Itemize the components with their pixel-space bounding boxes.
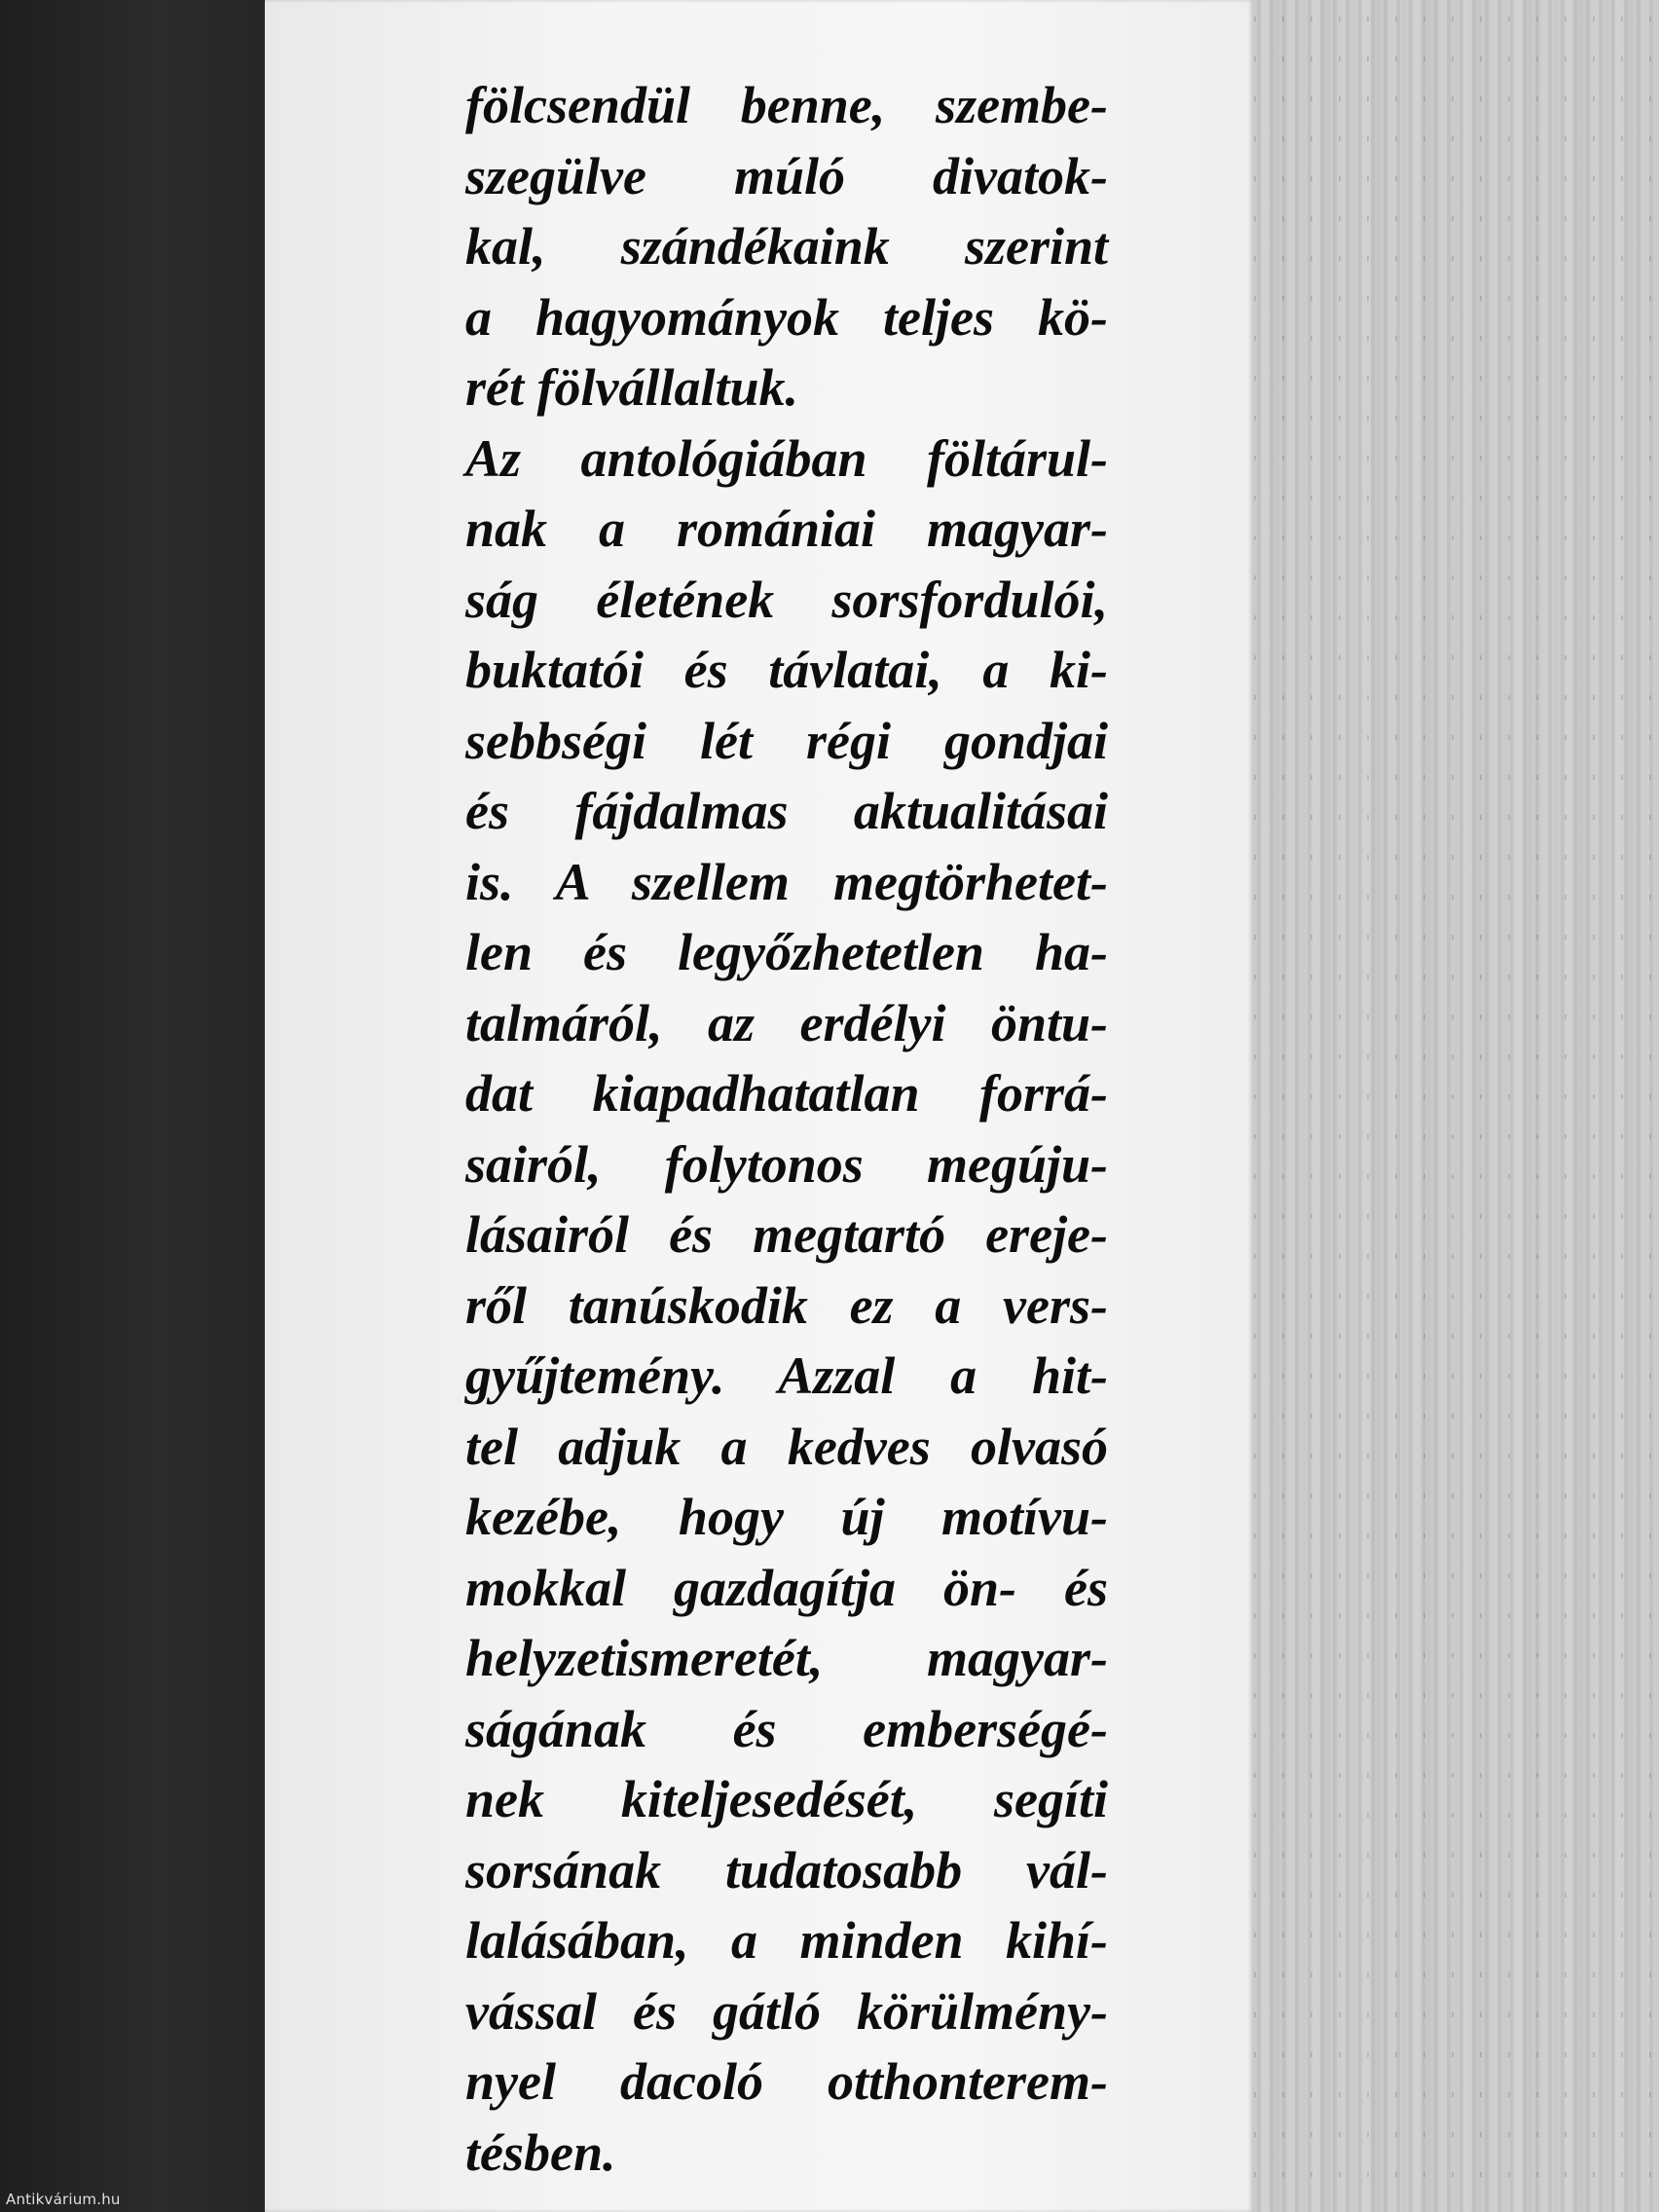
wood-grain-texture xyxy=(1254,0,1659,2212)
text-line: kezébe, hogy új motívu- xyxy=(465,1488,1108,1546)
text-line: sairól, folytonos megúju- xyxy=(465,1134,1108,1194)
text-line: gyűjtemény. Azzal a hit- xyxy=(465,1346,1108,1405)
text-line: lalásában, a minden kihí- xyxy=(465,1911,1108,1970)
text-line: és fájdalmas aktualitásai xyxy=(465,782,1108,840)
text-line: ről tanúskodik ez a vers- xyxy=(465,1275,1108,1335)
text-line: ság életének sorsfordulói, xyxy=(465,570,1108,629)
text-line: nyel dacoló otthonterem- xyxy=(465,2052,1108,2111)
text-line: fölcsendül benne, szembe- xyxy=(465,76,1108,134)
text-line: nek kiteljesedését, segíti xyxy=(465,1770,1108,1828)
text-line: helyzetismeretét, magyar- xyxy=(465,1629,1108,1687)
text-line: Az antológiában föltárul- xyxy=(465,428,1108,488)
text-line: dat kiapadhatatlan forrá- xyxy=(465,1064,1108,1123)
text-line: len és legyőzhetetlen ha- xyxy=(465,923,1108,981)
body-paragraph xyxy=(465,70,1108,2188)
text-line: kal, szándékaink szerint xyxy=(465,217,1108,276)
text-line: mokkal gazdagítja ön- és xyxy=(465,1558,1108,1617)
text-line: sebbségi lét régi gondjai xyxy=(465,711,1108,770)
dark-background-left xyxy=(0,0,265,2212)
text-line: lásairól és megtartó ereje- xyxy=(465,1205,1108,1264)
text-line: a hagyományok teljes kö- xyxy=(465,287,1108,347)
text-line: nak a romániai magyar- xyxy=(465,499,1108,558)
text-line: rét fölvállaltuk. xyxy=(465,358,798,417)
watermark-text: Antikvárium.hu xyxy=(6,2191,121,2208)
text-line: is. A szellem megtörhetet- xyxy=(465,852,1108,911)
text-line: vással és gátló körülmény- xyxy=(465,1981,1108,2041)
text-line: talmáról, az erdélyi öntu- xyxy=(465,993,1108,1052)
text-line: tésben. xyxy=(465,2122,616,2182)
text-line: tel adjuk a kedves olvasó xyxy=(465,1417,1108,1476)
text-line: szegülve múló divatok- xyxy=(465,146,1108,205)
text-line: buktatói és távlatai, a ki- xyxy=(465,641,1108,699)
wood-surface-right xyxy=(1254,0,1659,2212)
text-line: ságának és emberségé- xyxy=(465,1699,1108,1758)
text-line: sorsának tudatosabb vál- xyxy=(465,1840,1108,1899)
